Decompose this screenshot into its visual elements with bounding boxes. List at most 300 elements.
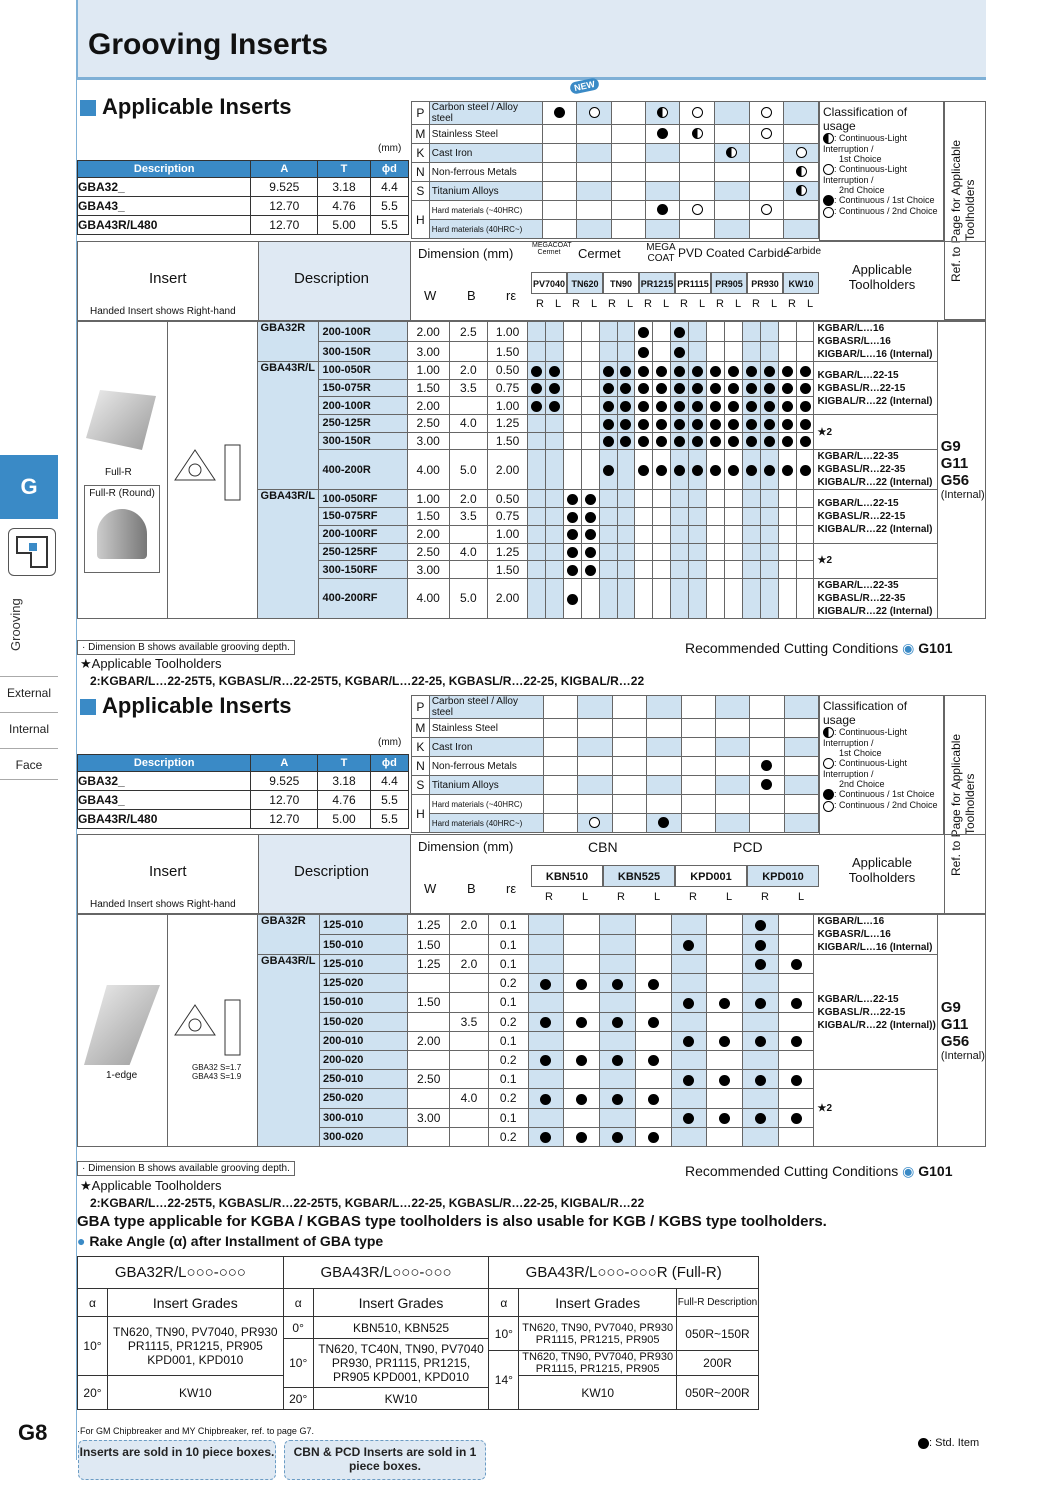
rake-grades: KW10 bbox=[519, 1376, 677, 1410]
grade-cell bbox=[527, 397, 545, 415]
availability-dot bbox=[656, 436, 667, 447]
availability-dot bbox=[576, 1055, 587, 1066]
description-header: Description bbox=[294, 863, 370, 880]
availability-dot bbox=[782, 419, 793, 430]
nav-face[interactable]: Face bbox=[0, 748, 58, 780]
availability-dot bbox=[728, 436, 739, 447]
box-note-1: Inserts are sold in 10 piece boxes. bbox=[78, 1440, 276, 1480]
spec-cell: GBA43_ bbox=[78, 791, 251, 810]
grade-cell bbox=[760, 561, 778, 579]
grade-cell bbox=[599, 397, 617, 415]
grade-cell bbox=[743, 1127, 779, 1146]
w-cell: 1.25 bbox=[408, 955, 450, 974]
mm-label-2: (mm) bbox=[378, 737, 402, 748]
availability-dot bbox=[755, 1075, 766, 1086]
full-r-header: Full-R Description bbox=[677, 1289, 759, 1317]
toolholder-cell: KGBAR/L…22-35 KGBASL/R…22-35 KIGBAL/R…22 (Internal) bbox=[814, 578, 937, 618]
grade-cell bbox=[635, 508, 653, 526]
w-cell: 3.00 bbox=[407, 561, 449, 579]
grade-cell bbox=[707, 362, 725, 380]
availability-dot bbox=[692, 436, 703, 447]
re-cell: 2.00 bbox=[488, 578, 528, 618]
material-table-1 bbox=[411, 101, 819, 239]
availability-dot bbox=[746, 383, 757, 394]
toolholders-header: Applicable Toolholders bbox=[848, 855, 916, 885]
code-cell: 200-100R bbox=[319, 397, 407, 415]
re-cell: 0.75 bbox=[488, 379, 528, 397]
grade-label: KBN525 bbox=[603, 865, 675, 887]
grade-cell bbox=[528, 915, 564, 935]
grade-label: PR930 bbox=[747, 272, 783, 294]
code-cell: 150-020 bbox=[319, 1012, 407, 1031]
grade-cell bbox=[760, 490, 778, 508]
ref-page-cell[interactable]: G9 G11 G56 (Internal) bbox=[937, 915, 985, 1147]
section-tab[interactable]: G bbox=[0, 455, 58, 519]
availability-dot bbox=[800, 383, 811, 394]
w-cell: 4.00 bbox=[407, 578, 449, 618]
rl-label: L bbox=[581, 891, 589, 903]
b-cell: 2.0 bbox=[449, 362, 488, 380]
availability-dot bbox=[549, 383, 560, 394]
std-item-legend: : Std. Item bbox=[918, 1437, 979, 1449]
star-title-2: ★Applicable Toolholders bbox=[80, 1178, 222, 1193]
availability-dot bbox=[531, 401, 542, 412]
grade-cell bbox=[724, 490, 742, 508]
grade-label: PV7040 bbox=[531, 272, 567, 294]
grade-cell bbox=[742, 415, 760, 433]
availability-dot bbox=[764, 401, 775, 412]
grade-cell bbox=[635, 561, 653, 579]
rake-desc: 200R bbox=[677, 1351, 759, 1376]
grade-cell bbox=[778, 362, 796, 380]
rake-alpha: 20° bbox=[283, 1388, 313, 1410]
grade-cell bbox=[724, 322, 742, 342]
availability-dot bbox=[683, 1075, 694, 1086]
grade-cell bbox=[653, 450, 671, 490]
grade-cell bbox=[778, 993, 814, 1012]
availability-dot bbox=[612, 1055, 623, 1066]
grade-label: KPD001 bbox=[675, 865, 747, 887]
grade-cell bbox=[671, 974, 707, 993]
rl-label: R bbox=[752, 298, 760, 310]
re-cell: 0.1 bbox=[488, 935, 528, 955]
grade-cell bbox=[760, 397, 778, 415]
grade-cell bbox=[527, 450, 545, 490]
grade-cell bbox=[599, 432, 617, 450]
availability-dot bbox=[755, 1036, 766, 1047]
spec-header: Description bbox=[78, 755, 251, 772]
availability-dot bbox=[620, 419, 631, 430]
grade-cell bbox=[545, 342, 563, 362]
availability-dot bbox=[800, 401, 811, 412]
grade-cell bbox=[778, 1070, 814, 1089]
grade-cell bbox=[563, 578, 581, 618]
rake-alpha: 0° bbox=[283, 1317, 313, 1339]
code-cell: 400-200RF bbox=[319, 578, 407, 618]
rl-label: R bbox=[788, 298, 796, 310]
availability-dot bbox=[728, 401, 739, 412]
grade-cell bbox=[599, 379, 617, 397]
grade-label: PR905 bbox=[711, 272, 747, 294]
grade-cell bbox=[528, 1012, 564, 1031]
re-cell: 1.50 bbox=[488, 561, 528, 579]
grade-cell bbox=[653, 508, 671, 526]
grade-cell bbox=[599, 508, 617, 526]
re-cell: 0.1 bbox=[488, 955, 528, 974]
material-letter: H bbox=[412, 201, 430, 239]
w-cell: 2.00 bbox=[407, 397, 449, 415]
b-cell bbox=[450, 1031, 489, 1050]
material-name: Hard materials (~40HRC) bbox=[429, 795, 543, 814]
material-name: Stainless Steel bbox=[429, 125, 542, 144]
availability-dot bbox=[764, 366, 775, 377]
legend-title: Classification of usage bbox=[823, 105, 908, 133]
spec-header: Description bbox=[78, 161, 251, 178]
availability-dot bbox=[791, 1036, 802, 1047]
grades-header: Insert Grades bbox=[519, 1289, 677, 1317]
rl-label: L bbox=[662, 298, 670, 310]
availability-dot bbox=[755, 998, 766, 1009]
material-letter: H bbox=[412, 795, 430, 833]
re-cell: 0.2 bbox=[488, 1089, 528, 1108]
w-cell: 2.50 bbox=[407, 415, 449, 433]
spec-cell: 4.76 bbox=[318, 791, 371, 810]
b-cell bbox=[450, 935, 489, 955]
toolholder-cell: KGBAR/L…22-15 KGBASL/R…22-15 KIGBAL/R…22 (Internal) bbox=[814, 490, 937, 543]
grade-cell bbox=[635, 543, 653, 561]
availability-dot bbox=[648, 1094, 659, 1105]
availability-dot bbox=[764, 383, 775, 394]
code-cell: 300-150R bbox=[319, 432, 407, 450]
material-letter: N bbox=[412, 757, 430, 776]
grade-cell bbox=[528, 993, 564, 1012]
b-cell: 4.0 bbox=[449, 543, 488, 561]
grade-cell bbox=[635, 1012, 671, 1031]
group-name: GBA32R bbox=[257, 322, 319, 362]
spec-cell: 5.00 bbox=[318, 810, 371, 829]
availability-dot bbox=[719, 1075, 730, 1086]
rl-label: R bbox=[617, 891, 625, 903]
availability-dot bbox=[656, 366, 667, 377]
grade-cell bbox=[671, 525, 689, 543]
grade-cell bbox=[743, 915, 779, 935]
code-cell: 250-010 bbox=[319, 1070, 407, 1089]
grade-cell bbox=[545, 415, 563, 433]
grade-header-row-2 bbox=[531, 865, 818, 913]
toolholder-cell: KGBAR/L…22-15 KGBASL/R…22-15 KIGBAL/R…22 (Internal)) bbox=[814, 955, 937, 1070]
w-cell: 2.00 bbox=[407, 525, 449, 543]
grade-cell bbox=[617, 578, 635, 618]
grade-group: MEGACOAT Cermet bbox=[532, 242, 572, 256]
grade-cell bbox=[545, 543, 563, 561]
grade-cell bbox=[528, 935, 564, 955]
spec-cell: GBA43R/L480 bbox=[78, 216, 251, 235]
w-cell: 2.50 bbox=[408, 1070, 450, 1089]
grade-cell bbox=[599, 362, 617, 380]
grade-cell bbox=[617, 432, 635, 450]
grade-cell bbox=[635, 379, 653, 397]
grade-cell bbox=[796, 543, 814, 561]
grade-cell bbox=[671, 1127, 707, 1146]
grade-cell bbox=[635, 525, 653, 543]
grade-cell bbox=[564, 915, 600, 935]
grade-cell bbox=[564, 1012, 600, 1031]
grade-cell bbox=[707, 1050, 743, 1069]
grade-cell bbox=[635, 974, 671, 993]
grade-group: CBN bbox=[588, 839, 618, 855]
grade-cell bbox=[564, 993, 600, 1012]
grade-cell bbox=[617, 525, 635, 543]
recommended-2: Recommended Cutting Conditions ◉ G101 bbox=[685, 1163, 953, 1179]
material-name: Non-ferrous Metals bbox=[429, 163, 542, 182]
grade-cell bbox=[724, 342, 742, 362]
spec-cell: 9.525 bbox=[251, 178, 318, 197]
group-name: GBA43R/L bbox=[258, 955, 320, 1147]
grade-cell bbox=[707, 955, 743, 974]
rec-page-link[interactable]: G101 bbox=[918, 1163, 953, 1179]
availability-dot bbox=[540, 1132, 551, 1143]
grade-cell bbox=[600, 1031, 636, 1050]
availability-dot bbox=[674, 401, 685, 412]
grade-cell bbox=[527, 322, 545, 342]
grade-cell bbox=[796, 450, 814, 490]
toolholder-cell: KGBAR/L…16 KGBASR/L…16 KIGBAR/L…16 (Internal) bbox=[814, 322, 937, 362]
grade-cell bbox=[707, 1108, 743, 1127]
grade-cell bbox=[581, 450, 599, 490]
grade-cell bbox=[653, 490, 671, 508]
grade-cell bbox=[796, 342, 814, 362]
w-cell: 4.00 bbox=[407, 450, 449, 490]
availability-dot bbox=[585, 547, 596, 558]
chip-note: ·For GM Chipbreaker and MY Chipbreaker, ref. to page G7. bbox=[77, 1426, 314, 1436]
grade-cell bbox=[760, 432, 778, 450]
availability-dot bbox=[585, 494, 596, 505]
grade-label: PR1115 bbox=[675, 272, 711, 294]
material-letter: S bbox=[412, 776, 430, 795]
grade-cell bbox=[671, 955, 707, 974]
w-cell: 2.00 bbox=[407, 322, 449, 342]
rec-page-link[interactable]: G101 bbox=[918, 640, 953, 656]
availability-dot bbox=[746, 436, 757, 447]
availability-dot bbox=[746, 465, 757, 476]
grade-cell bbox=[528, 1089, 564, 1108]
code-cell: 300-010 bbox=[319, 1108, 407, 1127]
grade-cell bbox=[617, 543, 635, 561]
insert-drawing-2 bbox=[170, 985, 260, 1065]
rake-grades: TN620, TC40N, TN90, PV7040 PR930, PR1115, PR1215, PR905 KPD001, KPD010 bbox=[313, 1339, 489, 1388]
grade-cell bbox=[617, 379, 635, 397]
availability-dot bbox=[576, 1132, 587, 1143]
section1-heading: Applicable Inserts bbox=[80, 94, 292, 120]
grade-cell bbox=[707, 322, 725, 342]
grade-cell bbox=[527, 362, 545, 380]
choice-mark bbox=[761, 107, 772, 118]
grade-cell bbox=[599, 525, 617, 543]
code-cell: 150-075RF bbox=[319, 508, 407, 526]
grade-group: PVD Coated Carbide bbox=[678, 246, 791, 260]
grade-cell bbox=[527, 415, 545, 433]
grade-cell bbox=[527, 561, 545, 579]
rake-header: GBA32R/L○○○-○○○ bbox=[78, 1257, 284, 1289]
availability-dot bbox=[782, 436, 793, 447]
code-cell: 250-125R bbox=[319, 415, 407, 433]
availability-dot bbox=[674, 347, 685, 358]
spec-cell: 3.18 bbox=[318, 178, 371, 197]
grade-cell bbox=[600, 915, 636, 935]
re-cell: 2.00 bbox=[488, 450, 528, 490]
availability-dot bbox=[674, 436, 685, 447]
grade-cell bbox=[599, 342, 617, 362]
choice-mark bbox=[657, 204, 668, 215]
availability-dot bbox=[540, 1094, 551, 1105]
code-cell: 400-200R bbox=[319, 450, 407, 490]
availability-dot bbox=[764, 419, 775, 430]
spec-header: ϕd bbox=[370, 755, 408, 772]
grade-cell bbox=[581, 362, 599, 380]
spec-cell: GBA43R/L480 bbox=[78, 810, 251, 829]
grade-cell bbox=[707, 1127, 743, 1146]
grade-cell bbox=[778, 543, 796, 561]
grade-cell bbox=[671, 342, 689, 362]
grade-cell bbox=[778, 974, 814, 993]
grade-cell bbox=[778, 561, 796, 579]
availability-dot bbox=[755, 920, 766, 931]
availability-dot bbox=[683, 1036, 694, 1047]
w-cell: 1.00 bbox=[407, 362, 449, 380]
dim-re: rε bbox=[506, 881, 517, 896]
grade-cell bbox=[742, 578, 760, 618]
w-cell bbox=[408, 1050, 450, 1069]
re-cell: 1.00 bbox=[488, 525, 528, 543]
grade-cell bbox=[635, 1070, 671, 1089]
re-cell: 1.00 bbox=[488, 322, 528, 342]
grade-cell bbox=[778, 322, 796, 342]
grade-cell bbox=[707, 935, 743, 955]
legend-title: Classification of usage bbox=[823, 699, 908, 727]
b-cell: 2.5 bbox=[449, 322, 488, 342]
grade-cell bbox=[635, 993, 671, 1012]
rake-desc: 050R~150R bbox=[677, 1317, 759, 1351]
material-name: Carbon steel / Alloy steel bbox=[429, 696, 543, 719]
rake-header: GBA43R/L○○○-○○○ bbox=[283, 1257, 489, 1289]
choice-mark bbox=[554, 107, 565, 118]
grade-cell bbox=[653, 415, 671, 433]
grade-cell bbox=[581, 543, 599, 561]
alpha-header: α bbox=[489, 1289, 519, 1317]
rake-header: GBA43R/L○○○-○○○R (Full-R) bbox=[489, 1257, 759, 1289]
section2-heading: Applicable Inserts bbox=[80, 693, 292, 719]
grade-cell bbox=[760, 342, 778, 362]
grade-cell bbox=[545, 397, 563, 415]
grade-cell bbox=[689, 508, 707, 526]
legend-item: : Continuous-Light Interruption / bbox=[823, 133, 908, 155]
grade-cell bbox=[600, 955, 636, 974]
grade-cell bbox=[617, 415, 635, 433]
spec-cell: 9.525 bbox=[251, 772, 318, 791]
grade-cell bbox=[743, 974, 779, 993]
nav-internal[interactable]: Internal bbox=[0, 712, 58, 744]
grade-cell bbox=[724, 415, 742, 433]
grade-cell bbox=[689, 525, 707, 543]
availability-dot bbox=[674, 383, 685, 394]
legend-item: 1st Choice bbox=[839, 748, 882, 759]
grade-cell bbox=[778, 379, 796, 397]
dim-b: B bbox=[467, 881, 476, 896]
grade-cell bbox=[689, 490, 707, 508]
choice-mark bbox=[589, 817, 600, 828]
grade-cell bbox=[617, 342, 635, 362]
grade-cell bbox=[635, 490, 653, 508]
ref-page-cell[interactable]: G9 G11 G56 (Internal) bbox=[937, 322, 985, 619]
b-cell: 3.5 bbox=[449, 508, 488, 526]
code-cell: 150-075R bbox=[319, 379, 407, 397]
spec-header: A bbox=[251, 755, 318, 772]
dimension-header: Dimension (mm) bbox=[418, 839, 514, 854]
code-cell: 125-020 bbox=[319, 974, 407, 993]
grade-cell bbox=[796, 379, 814, 397]
grooving-label: Grooving bbox=[8, 598, 23, 652]
availability-dot bbox=[719, 1036, 730, 1047]
choice-mark bbox=[796, 166, 807, 177]
grade-cell bbox=[653, 432, 671, 450]
grade-cell bbox=[689, 322, 707, 342]
spec-cell: GBA32_ bbox=[78, 772, 251, 791]
grade-cell bbox=[563, 415, 581, 433]
grade-cell bbox=[635, 935, 671, 955]
grade-cell bbox=[778, 490, 796, 508]
material-name: Hard materials (40HRC~) bbox=[429, 220, 542, 239]
grade-group: Carbide bbox=[786, 246, 822, 257]
material-name: Titanium Alloys bbox=[429, 776, 543, 795]
w-cell bbox=[408, 1127, 450, 1146]
grade-cell bbox=[635, 955, 671, 974]
choice-mark bbox=[657, 128, 668, 139]
choice-mark bbox=[692, 107, 703, 118]
nav-external[interactable]: External bbox=[0, 676, 58, 708]
availability-dot bbox=[746, 366, 757, 377]
availability-dot bbox=[782, 383, 793, 394]
availability-dot bbox=[728, 383, 739, 394]
availability-dot bbox=[585, 529, 596, 540]
spec-cell: 12.70 bbox=[251, 791, 318, 810]
grade-cell bbox=[545, 508, 563, 526]
rake-alpha: 10° bbox=[78, 1317, 108, 1376]
grade-cell bbox=[528, 1108, 564, 1127]
grade-cell bbox=[617, 450, 635, 490]
availability-dot bbox=[692, 366, 703, 377]
grade-cell bbox=[545, 490, 563, 508]
re-cell: 0.1 bbox=[488, 1070, 528, 1089]
availability-dot bbox=[638, 436, 649, 447]
grade-cell bbox=[689, 543, 707, 561]
ref-page-label-2: Ref. to Page for Applicable Toolholders bbox=[944, 695, 986, 914]
dimension-header: Dimension (mm) bbox=[418, 246, 514, 261]
grade-cell bbox=[742, 432, 760, 450]
legend-item: : Continuous-Light Interruption / bbox=[823, 727, 908, 749]
availability-dot bbox=[791, 959, 802, 970]
grade-cell bbox=[743, 1050, 779, 1069]
grade-cell bbox=[707, 490, 725, 508]
spec-cell: GBA32_ bbox=[78, 178, 251, 197]
code-cell: 150-010 bbox=[319, 993, 407, 1012]
legend-item: : Continuous-Light Interruption / bbox=[823, 758, 908, 780]
title-bar bbox=[76, 0, 986, 80]
grade-cell bbox=[689, 342, 707, 362]
grade-cell bbox=[635, 415, 653, 433]
grade-cell bbox=[599, 450, 617, 490]
grade-cell bbox=[742, 322, 760, 342]
dim-w: W bbox=[424, 288, 437, 303]
